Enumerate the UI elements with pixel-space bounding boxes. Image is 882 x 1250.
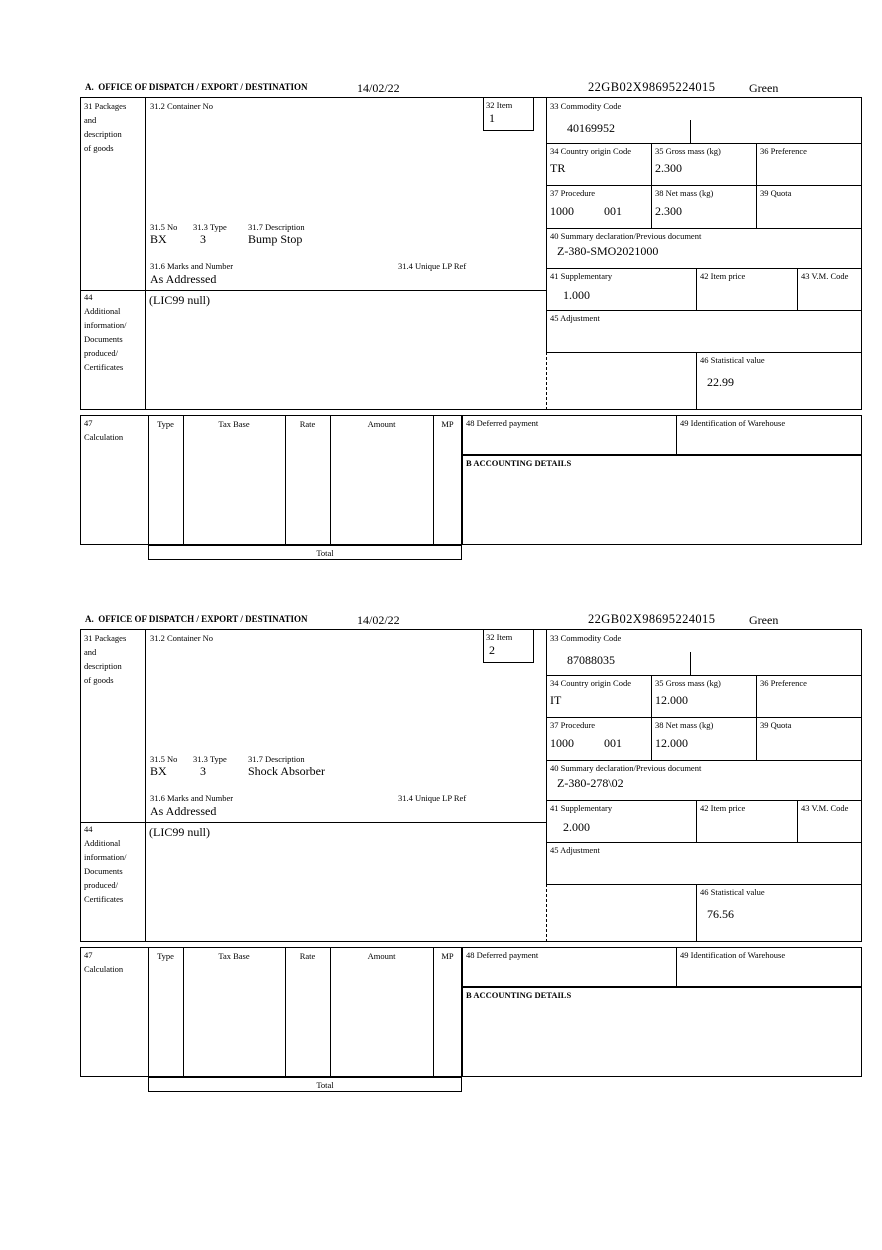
grid-line [285, 415, 286, 545]
box47-label: 47 [84, 950, 93, 960]
quota-label: 39 Quota [760, 720, 792, 730]
previous-document-value: Z-380-278\02 [557, 776, 624, 790]
grid-line [183, 947, 184, 1077]
vm-code-label: 43 V.M. Code [801, 803, 849, 813]
statistical-value: 76.56 [707, 907, 734, 921]
grid-line [433, 415, 434, 545]
box44-label: Certificates [84, 362, 124, 372]
procedure-ext-value: 001 [604, 736, 622, 750]
box44-label: information/ [84, 852, 127, 862]
gross-mass-label: 35 Gross mass (kg) [655, 678, 721, 688]
package-no-value: BX [150, 232, 167, 246]
unique-lp-ref-label: 31.4 Unique LP Ref [398, 793, 467, 803]
container-no-label: 31.2 Container No [150, 101, 214, 111]
calculation-table-frame [148, 415, 462, 545]
commodity-code-value: 87088035 [567, 653, 615, 667]
column-header-mp: MP [441, 419, 454, 429]
grid-line [546, 675, 862, 676]
vm-code-label: 43 V.M. Code [801, 271, 849, 281]
grid-line [145, 97, 146, 410]
grid-line [546, 842, 862, 843]
deferred-payment-label: 48 Deferred payment [466, 950, 539, 960]
office-of-dispatch-heading: A. OFFICE OF DISPATCH / EXPORT / DESTINATION [85, 82, 308, 92]
box44-label: Certificates [84, 894, 124, 904]
net-mass-label: 38 Net mass (kg) [655, 188, 714, 198]
column-header-tax-base: Tax Base [218, 419, 250, 429]
goods-description-label: 31.7 Description [248, 222, 305, 232]
total-label: Total [316, 548, 334, 558]
goods-description-value: Shock Absorber [248, 764, 325, 778]
deferred-payment-label: 48 Deferred payment [466, 418, 539, 428]
statistical-value-label: 46 Statistical value [700, 887, 765, 897]
grid-line [285, 947, 286, 1077]
accounting-details-label: B ACCOUNTING DETAILS [466, 458, 572, 468]
previous-document-value: Z-380-SMO2021000 [557, 244, 659, 258]
package-type-value: 3 [200, 764, 206, 778]
marks-label: 31.6 Marks and Number [150, 261, 234, 271]
grid-line [546, 185, 862, 186]
grid-line [797, 268, 798, 310]
grid-line [330, 947, 331, 1077]
box31-label: description [84, 129, 122, 139]
column-header-type: Type [157, 419, 174, 429]
accounting-details-frame [462, 987, 862, 1077]
supplementary-label: 41 Supplementary [550, 803, 613, 813]
grid-line [676, 947, 677, 987]
box32-item-label: 32 Item [486, 100, 513, 110]
grid-line [546, 228, 862, 229]
box44-label: Documents [84, 866, 123, 876]
supplementary-label: 41 Supplementary [550, 271, 613, 281]
statistical-value-label: 46 Statistical value [700, 355, 765, 365]
procedure-label: 37 Procedure [550, 188, 596, 198]
box44-label: Additional [84, 838, 121, 848]
routing-status: Green [749, 613, 779, 627]
adjustment-label: 45 Adjustment [550, 313, 600, 323]
column-header-rate: Rate [299, 951, 316, 961]
gross-mass-value: 2.300 [655, 161, 682, 175]
grid-line [546, 760, 862, 761]
net-mass-value: 2.300 [655, 204, 682, 218]
procedure-label: 37 Procedure [550, 720, 596, 730]
column-header-amount: Amount [367, 951, 396, 961]
package-type-value: 3 [200, 232, 206, 246]
grid-line [546, 97, 547, 352]
box31-label: 31 Packages [84, 101, 127, 111]
commodity-subfield-line [690, 120, 691, 143]
total-label: Total [316, 1080, 334, 1090]
package-no-label: 31.5 No [150, 222, 178, 232]
box47-label: Calculation [84, 432, 124, 442]
item-price-label: 42 Item price [700, 271, 746, 281]
column-header-tax-base: Tax Base [218, 951, 250, 961]
grid-line [696, 268, 697, 310]
package-type-label: 31.3 Type [193, 754, 227, 764]
routing-status: Green [749, 81, 779, 95]
net-mass-value: 12.000 [655, 736, 688, 750]
dispatch-date: 14/02/22 [357, 81, 400, 95]
grid-line [183, 415, 184, 545]
movement-reference-number: 22GB02X98695224015 [588, 80, 716, 94]
grid-line [696, 352, 697, 410]
country-origin-value: IT [550, 693, 562, 707]
package-type-label: 31.3 Type [193, 222, 227, 232]
unique-lp-ref-label: 31.4 Unique LP Ref [398, 261, 467, 271]
office-of-dispatch-heading: A. OFFICE OF DISPATCH / EXPORT / DESTINATION [85, 614, 308, 624]
box44-label: produced/ [84, 348, 118, 358]
grid-line [546, 268, 862, 269]
column-header-type: Type [157, 951, 174, 961]
box31-label: description [84, 661, 122, 671]
adjustment-label: 45 Adjustment [550, 845, 600, 855]
column-header-rate: Rate [299, 419, 316, 429]
warehouse-id-label: 49 Identification of Warehouse [680, 950, 786, 960]
box44-label: 44 [84, 824, 93, 834]
procedure-value: 1000 [550, 204, 574, 218]
box31-label: of goods [84, 675, 114, 685]
grid-line [546, 884, 862, 885]
grid-line [145, 629, 146, 942]
country-origin-label: 34 Country origin Code [550, 146, 631, 156]
procedure-value: 1000 [550, 736, 574, 750]
previous-document-label: 40 Summary declaration/Previous document [550, 231, 702, 241]
marks-value: As Addressed [150, 804, 217, 818]
commodity-subfield-line [690, 652, 691, 675]
box47-label: Calculation [84, 964, 124, 974]
previous-document-label: 40 Summary declaration/Previous document [550, 763, 702, 773]
preference-label: 36 Preference [760, 146, 807, 156]
grid-line [330, 415, 331, 545]
box44-label: information/ [84, 320, 127, 330]
procedure-ext-value: 001 [604, 204, 622, 218]
gross-mass-label: 35 Gross mass (kg) [655, 146, 721, 156]
grid-line [546, 310, 862, 311]
grid-line [797, 800, 798, 842]
accounting-details-label: B ACCOUNTING DETAILS [466, 990, 572, 1000]
box31-label: and [84, 115, 97, 125]
calculation-table-frame [148, 947, 462, 1077]
box31-label: 31 Packages [84, 633, 127, 643]
commodity-code-label: 33 Commodity Code [550, 101, 622, 111]
marks-value: As Addressed [150, 272, 217, 286]
column-header-mp: MP [441, 951, 454, 961]
grid-line [696, 800, 697, 842]
declaration-item-sheet [0, 612, 882, 1094]
box32-item-label: 32 Item [486, 632, 513, 642]
grid-line [80, 822, 546, 823]
gross-mass-value: 12.000 [655, 693, 688, 707]
country-origin-value: TR [550, 161, 566, 175]
grid-line [546, 352, 862, 353]
box31-label: of goods [84, 143, 114, 153]
grid-line-dashed [546, 884, 547, 942]
grid-line [433, 947, 434, 1077]
item-number-value: 1 [489, 111, 495, 125]
grid-line [546, 629, 547, 884]
box47-label: 47 [84, 418, 93, 428]
column-header-amount: Amount [367, 419, 396, 429]
box44-label: Additional [84, 306, 121, 316]
package-no-value: BX [150, 764, 167, 778]
declaration-item-sheet [0, 80, 882, 562]
statistical-value: 22.99 [707, 375, 734, 389]
dispatch-date: 14/02/22 [357, 613, 400, 627]
movement-reference-number: 22GB02X98695224015 [588, 612, 716, 626]
quota-label: 39 Quota [760, 188, 792, 198]
item-price-label: 42 Item price [700, 803, 746, 813]
additional-info-value: (LIC99 null) [149, 293, 210, 307]
grid-line [546, 800, 862, 801]
goods-description-value: Bump Stop [248, 232, 303, 246]
warehouse-id-label: 49 Identification of Warehouse [680, 418, 786, 428]
container-no-label: 31.2 Container No [150, 633, 214, 643]
package-no-label: 31.5 No [150, 754, 178, 764]
box31-label: and [84, 647, 97, 657]
supplementary-value: 2.000 [563, 820, 590, 834]
grid-line [696, 884, 697, 942]
commodity-code-label: 33 Commodity Code [550, 633, 622, 643]
goods-description-label: 31.7 Description [248, 754, 305, 764]
accounting-details-frame [462, 455, 862, 545]
grid-line [546, 143, 862, 144]
preference-label: 36 Preference [760, 678, 807, 688]
additional-info-value: (LIC99 null) [149, 825, 210, 839]
box44-label: produced/ [84, 880, 118, 890]
country-origin-label: 34 Country origin Code [550, 678, 631, 688]
box44-label: 44 [84, 292, 93, 302]
grid-line-dashed [546, 352, 547, 410]
grid-line [546, 717, 862, 718]
supplementary-value: 1.000 [563, 288, 590, 302]
grid-line [80, 290, 546, 291]
grid-line [676, 415, 677, 455]
commodity-code-value: 40169952 [567, 121, 615, 135]
item-number-value: 2 [489, 643, 495, 657]
net-mass-label: 38 Net mass (kg) [655, 720, 714, 730]
marks-label: 31.6 Marks and Number [150, 793, 234, 803]
box44-label: Documents [84, 334, 123, 344]
